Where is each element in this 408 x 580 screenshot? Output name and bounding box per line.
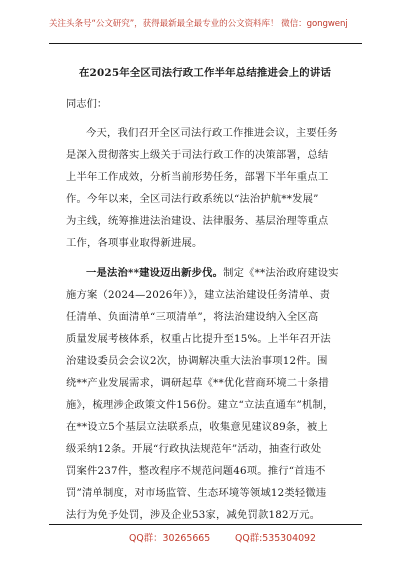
salutation: 同志们： <box>66 98 108 110</box>
paragraph-line: 施方案（2024—2026年）》，建立法治建设任务清单、责 <box>66 289 331 301</box>
paragraph-line: 罚案件237件，整改程序不规范问题46项。推行“首违不 <box>66 465 326 477</box>
paragraph-line: 绕**产业发展需求，调研起草《**优化营商环境二十条措 <box>66 377 329 389</box>
paragraph-line: 为主线，统筹推进法治建设、法律服务、基层治理等重点 <box>66 215 329 227</box>
paragraph-line: 作。今年以来，全区司法行政系统以“法治护航**发展” <box>66 193 319 205</box>
paragraph-line: 施》，梳理涉企政策文件156份。建立“立法直通车”机制， <box>66 399 334 411</box>
section-heading: 一是法治**建设迈出新步伐。 <box>86 267 224 279</box>
paragraph-line: 是深入贯彻落实上级关于司法行政工作的决策部署，总结 <box>66 149 329 161</box>
paragraph-line: 任清单、负面清单“三项清单”，将法治建设纳入全区高 <box>66 311 319 323</box>
footer-qq-group-left: QQ群：30265665 <box>129 533 211 544</box>
paragraph-line: 级采纳12条。开展“行政执法规范年”活动，抽查行政处 <box>66 443 322 455</box>
header-divider <box>49 43 362 44</box>
paragraph-line: 在**设立5个基层立法联系点，收集意见建议89条，被上 <box>66 421 328 433</box>
paragraph-line: 今天，我们召开全区司法行政工作推进会议，主要任务 <box>86 127 338 139</box>
paragraph-line: 罚”清单制度，对市场监管、生态环境等领域12类轻微违 <box>66 487 327 499</box>
promo-banner: 关注头条号“公文研究”，获得最新最全最专业的公文资料库！ 微信：gongwenj <box>49 19 348 29</box>
paragraph-line: 法行为免予处罚，涉及企业53家，减免罚款182万元。 <box>66 509 321 521</box>
paragraph-line: 治建设委员会会议2次，协调解决重大法治事项12件。围 <box>66 355 328 367</box>
paragraph-line: 上半年工作成效，分析当前形势任务，部署下半年重点工 <box>66 171 329 183</box>
paragraph-line: 质量发展考核体系，权重占比提升至15%。上半年召开法 <box>66 333 331 345</box>
footer-qq-group-right: QQ群:535304092 <box>235 533 316 544</box>
paragraph-line: 工作，各项事业取得新进展。 <box>66 237 203 249</box>
section-first-line-text: 制定《**法治政府建设实 <box>223 267 339 279</box>
footer-divider <box>49 524 362 525</box>
page-title: 在2025年全区司法行政工作半年总结推进会上的讲话 <box>78 67 332 79</box>
section-first-line <box>86 264 339 279</box>
